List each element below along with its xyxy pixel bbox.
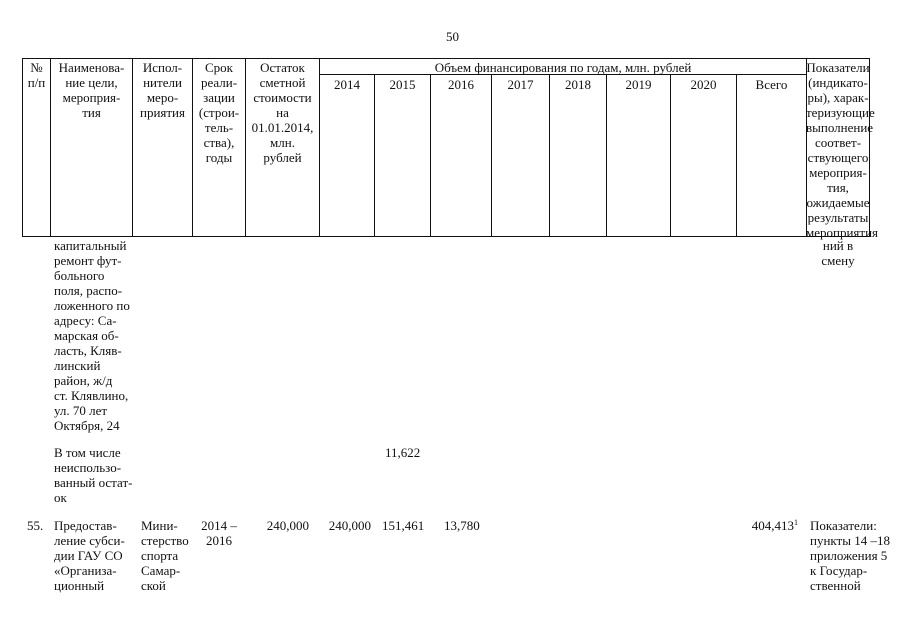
header-year-2015: 2015	[389, 77, 416, 92]
header-year-2018: 2018	[565, 77, 591, 92]
row-55-total-footnote: 1	[794, 518, 798, 527]
row-continued-indicator: ний в смену	[821, 238, 855, 268]
row-55-balance: 240,000	[266, 518, 309, 533]
col-border	[491, 74, 492, 237]
row-55-indicator: Показатели: пункты 14 –18 приложения 5 к Государ- ственной	[810, 518, 890, 593]
header-number: № п/п	[27, 60, 46, 90]
header-name: Наименова- ние цели, мероприя- тия	[58, 60, 125, 120]
col-border	[736, 74, 737, 237]
header-funding: Объем финансирования по годам, млн. рублей	[434, 60, 692, 75]
col-border	[549, 74, 550, 237]
table-top-border	[22, 58, 869, 59]
col-border	[606, 74, 607, 237]
header-year-2019: 2019	[625, 77, 652, 92]
header-indicators: Показатели (индикато- ры), харак- теризующие выполнение соответ- ствующего мероприя- тия, ожидаемые результаты мероприятия	[806, 60, 879, 240]
row-including-2015: 11,622	[385, 445, 421, 460]
col-border	[670, 74, 671, 237]
header-year-2016: 2016	[448, 77, 474, 92]
header-term: Срок реали- зации (строи- тель- ства), годы	[198, 60, 240, 165]
row-55-number: 55.	[27, 518, 44, 533]
row-55-total-value: 404,413	[751, 518, 794, 533]
page-number: 50	[446, 29, 459, 44]
header-year-2017: 2017	[507, 77, 534, 92]
row-55-executor: Мини- стерство спорта Самар- ской	[141, 518, 189, 593]
header-balance: Остаток сметной стоимости на 01.01.2014, млн. рублей	[251, 60, 314, 165]
row-55-2016: 13,780	[444, 518, 480, 533]
row-including-name: В том числе неиспользо- ванный остат- ок	[54, 445, 133, 505]
row-55-2014: 240,000	[328, 518, 371, 533]
header-executor: Испол- нители меро- приятия	[139, 60, 185, 120]
header-year-2020: 2020	[690, 77, 717, 92]
col-border	[430, 74, 431, 237]
row-55-term: 2014 – 2016	[201, 518, 237, 548]
header-year-2014: 2014	[334, 77, 360, 92]
row-continued-name: капитальный ремонт фут- больного поля, распо- ложенного по адресу: Са- марская об- ласть, Кляв- линский район, ж/д ст. Клявлино, ул. 70 лет Октября, 24	[54, 238, 130, 433]
col-border	[374, 74, 375, 237]
row-55-2015: 151,461	[382, 518, 425, 533]
header-bottom-border	[22, 236, 869, 237]
row-55-name: Предостав- ление субси- дии ГАУ СО «Организа- ционный	[54, 518, 125, 593]
header-total: Всего	[755, 77, 788, 92]
row-55-total	[736, 518, 798, 533]
